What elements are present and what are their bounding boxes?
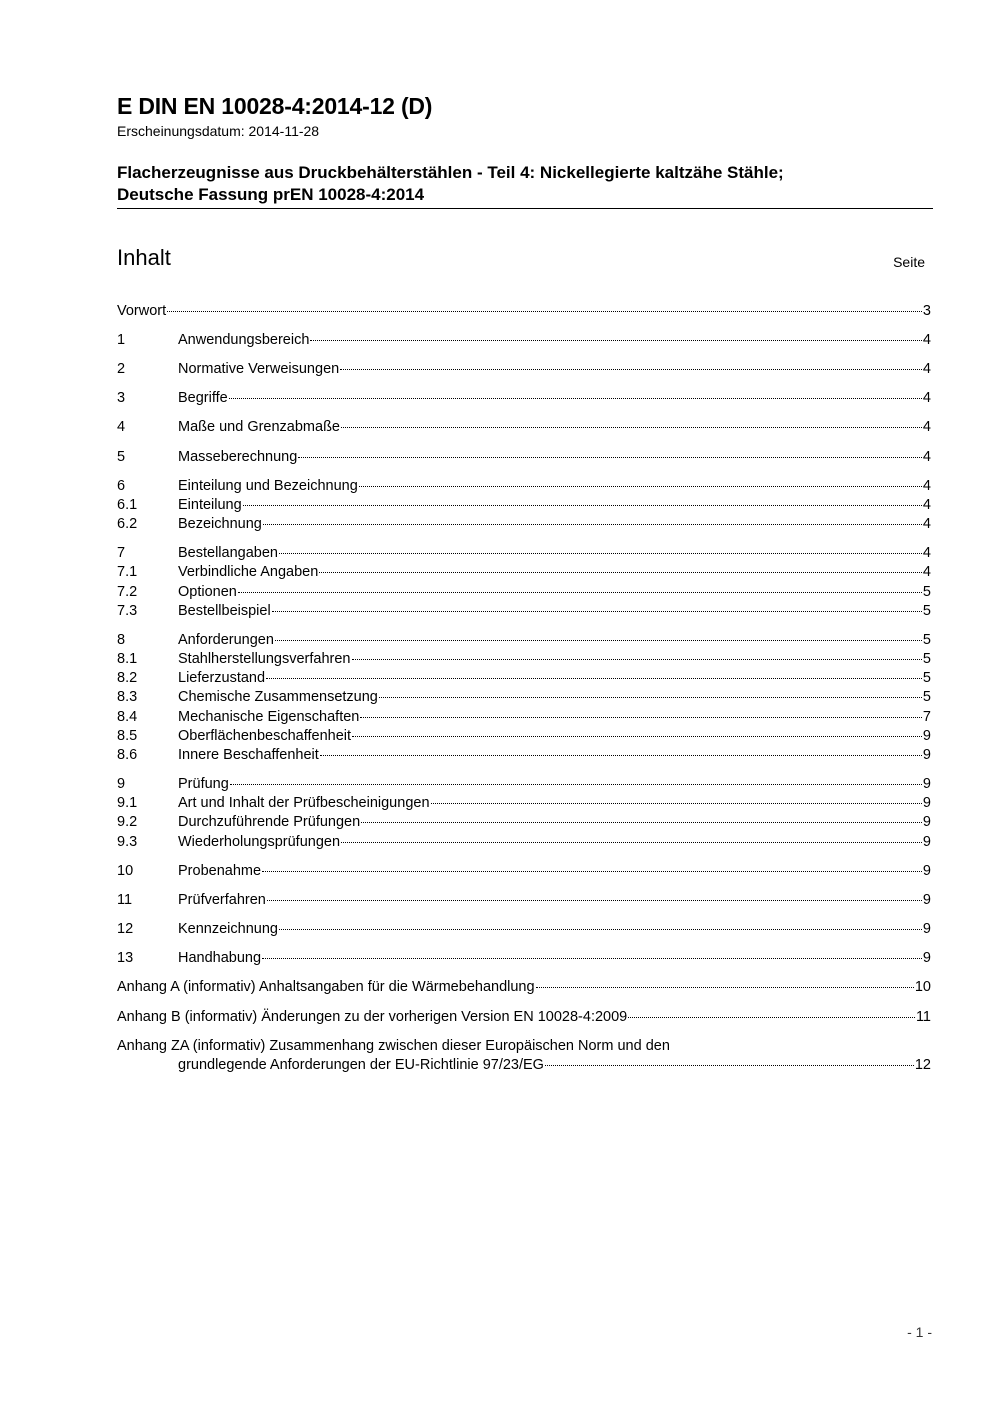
toc-entry-page: 4 [922, 545, 931, 561]
toc-leader-dots [361, 822, 922, 823]
toc-entry-title: Bezeichnung [178, 516, 262, 532]
toc-entry-page: 4 [922, 332, 931, 348]
toc-entry-title: Normative Verweisungen [178, 361, 340, 377]
toc-entry-page: 9 [922, 921, 931, 937]
toc-entry-title: Chemische Zusammensetzung [178, 689, 378, 705]
toc-entry[interactable] [117, 949, 931, 968]
toc-entry-title: Verbindliche Angaben [178, 564, 319, 580]
document-title-line-1: Flacherzeugnisse aus Druckbehälterstählen - Teil 4: Nickellegierte kaltzähe Stähle; [117, 163, 784, 182]
toc-entry-number: 11 [117, 892, 133, 908]
toc-annex-za-title-line-1[interactable]: Anhang ZA (informativ) Zusammenhang zwischen dieser Europäischen Norm und den [117, 1038, 670, 1054]
toc-entry[interactable] [117, 813, 931, 832]
toc-entry-title: Optionen [178, 584, 237, 600]
toc-entry-number: 6.1 [117, 497, 138, 513]
toc-leader-dots [279, 553, 922, 554]
page-number: - 1 - [907, 1324, 932, 1340]
toc-entry-number: 12 [117, 921, 134, 937]
toc-entry[interactable] [117, 794, 931, 813]
toc-entry-number: 6.2 [117, 516, 138, 532]
toc-entry-page: 4 [922, 516, 931, 532]
toc-entry-page: 7 [922, 709, 931, 725]
toc-leader-dots [320, 755, 922, 756]
toc-entry-number: 9.1 [117, 795, 138, 811]
toc-entry[interactable] [117, 650, 931, 669]
toc-entry-annex-b[interactable] [117, 1008, 931, 1027]
toc-entry-title: Wiederholungsprüfungen [178, 834, 341, 850]
toc-entry[interactable] [117, 389, 931, 408]
toc-leader-dots [266, 678, 922, 679]
toc-entry-page: 9 [922, 863, 931, 879]
toc-entry-title: Durchzuführende Prüfungen [178, 814, 361, 830]
toc-entry-number: 5 [117, 449, 126, 465]
toc-entry-number: 8.2 [117, 670, 138, 686]
toc-leader-dots [262, 958, 922, 959]
document-id: E DIN EN 10028-4:2014-12 (D) [117, 93, 433, 119]
toc-leader-dots [279, 929, 922, 930]
toc-entry[interactable] [117, 669, 931, 688]
toc-entry-page: 5 [922, 651, 931, 667]
toc-annex-title: Anhang A (informativ) Anhaltsangaben für die Wärmebehandlung [117, 979, 535, 995]
toc-entry-title: Bestellangaben [178, 545, 278, 561]
toc-leader-dots [545, 1065, 914, 1066]
toc-entry-title: Bestellbeispiel [178, 603, 271, 619]
toc-entry-annex-za[interactable] [117, 1056, 931, 1075]
toc-entry-page: 4 [922, 449, 931, 465]
toc-leader-dots [267, 900, 922, 901]
toc-entry[interactable] [117, 862, 931, 881]
toc-entry-title: Handhabung [178, 950, 262, 966]
toc-entry-page: 4 [922, 564, 931, 580]
toc-entry-title: Anwendungsbereich [178, 332, 310, 348]
toc-annex-title: grundlegende Anforderungen der EU-Richtlinie 97/23/EG [178, 1057, 544, 1073]
toc-leader-dots [310, 340, 922, 341]
toc-entry[interactable] [117, 891, 931, 910]
toc-entry-page: 4 [922, 478, 931, 494]
toc-entry-title: Stahlherstellungsverfahren [178, 651, 351, 667]
toc-entry-page: 10 [914, 979, 931, 995]
toc-entry-page: 4 [922, 419, 931, 435]
toc-entry-page: 4 [922, 390, 931, 406]
toc-entry-title: Maße und Grenzabmaße [178, 419, 340, 435]
toc-entry-number: 7 [117, 545, 126, 561]
toc-entry-number: 8.6 [117, 747, 138, 763]
toc-entry-number: 13 [117, 950, 134, 966]
toc-entry-title: Begriffe [178, 390, 228, 406]
toc-entry-number: 9.3 [117, 834, 138, 850]
toc-entry-page: 5 [922, 584, 931, 600]
toc-entry[interactable] [117, 448, 931, 467]
toc-leader-dots [275, 640, 922, 641]
toc-leader-dots [238, 592, 922, 593]
document-title [117, 162, 933, 209]
toc-entry-number: 9 [117, 776, 126, 792]
toc-entry[interactable] [117, 920, 931, 939]
toc-leader-dots [352, 659, 922, 660]
toc-entry-page: 5 [922, 632, 931, 648]
toc-entry[interactable] [117, 477, 931, 496]
toc-entry[interactable] [117, 331, 931, 350]
toc-entry-title: Oberflächenbeschaffenheit [178, 728, 352, 744]
toc-entry-page: 9 [922, 728, 931, 744]
toc-entry[interactable] [117, 544, 931, 563]
toc-entry[interactable] [117, 583, 931, 602]
toc-leader-dots [298, 457, 922, 458]
toc-entry-number: 6 [117, 478, 126, 494]
toc-leader-dots [263, 524, 922, 525]
toc-entry-number: 7.2 [117, 584, 138, 600]
toc-leader-dots [272, 611, 922, 612]
toc-entry-number: 7.3 [117, 603, 138, 619]
toc-entry-number: 8.3 [117, 689, 138, 705]
toc-page-column-label: Seite [893, 254, 925, 270]
toc-leader-dots [341, 427, 922, 428]
toc-entry-page: 9 [922, 814, 931, 830]
toc-entry-number: 4 [117, 419, 126, 435]
publication-date: Erscheinungsdatum: 2014-11-28 [117, 123, 320, 139]
toc-entry-page: 12 [914, 1057, 931, 1073]
toc-entry-page: 5 [922, 603, 931, 619]
toc-entry-title: Einteilung [178, 497, 242, 513]
toc-entry-title: Anforderungen [178, 632, 274, 648]
document-title-line-2: Deutsche Fassung prEN 10028-4:2014 [117, 185, 425, 204]
toc-leader-dots [359, 486, 922, 487]
toc-entry[interactable] [117, 496, 931, 515]
toc-leader-dots [230, 784, 922, 785]
toc-entry-page: 4 [922, 361, 931, 377]
toc-entry-page: 5 [922, 689, 931, 705]
toc-entry-title: Prüfung [178, 776, 229, 792]
toc-entry-number: 8.4 [117, 709, 138, 725]
toc-entry-page: 9 [922, 776, 931, 792]
toc-entry[interactable] [117, 746, 931, 765]
toc-entry[interactable] [117, 833, 931, 852]
toc-entry-title: Einteilung und Bezeichnung [178, 478, 358, 494]
toc-entry-page: 9 [922, 747, 931, 763]
toc-entry[interactable] [117, 727, 931, 746]
toc-leader-dots [340, 369, 922, 370]
toc-entry[interactable] [117, 631, 931, 650]
toc-leader-dots [229, 398, 922, 399]
toc-leader-dots [431, 803, 922, 804]
toc-entry-title: Vorwort [117, 303, 167, 319]
toc-entry[interactable] [117, 360, 931, 379]
toc-entry-number: 7.1 [117, 564, 138, 580]
toc-entry-page: 9 [922, 950, 931, 966]
toc-heading: Inhalt [117, 245, 171, 270]
toc-entry-number: 10 [117, 863, 134, 879]
toc-entry-page: 4 [922, 497, 931, 513]
toc-entry-page: 5 [922, 670, 931, 686]
toc-entry-title: Lieferzustand [178, 670, 266, 686]
toc-entry[interactable] [117, 602, 931, 621]
toc-leader-dots [360, 717, 922, 718]
toc-leader-dots [379, 697, 922, 698]
toc-leader-dots [341, 842, 922, 843]
toc-entry-number: 8 [117, 632, 126, 648]
toc-entry-annex-a[interactable] [117, 978, 931, 997]
toc-entry-title: Masseberechnung [178, 449, 298, 465]
toc-entry-number: 3 [117, 390, 126, 406]
toc-leader-dots [319, 572, 922, 573]
toc-leader-dots [536, 987, 914, 988]
toc-entry-title: Kennzeichnung [178, 921, 278, 937]
toc-entry[interactable] [117, 515, 931, 534]
toc-leader-dots [628, 1017, 915, 1018]
toc-entry[interactable] [117, 688, 931, 707]
toc-leader-dots [167, 311, 922, 312]
toc-entry-title: Innere Beschaffenheit [178, 747, 319, 763]
toc-entry-number: 2 [117, 361, 126, 377]
toc-entry-number: 8.5 [117, 728, 138, 744]
toc-leader-dots [352, 736, 922, 737]
toc-entry[interactable] [117, 418, 931, 437]
toc-entry-page: 3 [922, 303, 931, 319]
toc-entry-title: Art und Inhalt der Prüfbescheinigungen [178, 795, 430, 811]
toc-entry-title: Probenahme [178, 863, 262, 879]
toc-entry-page: 9 [922, 795, 931, 811]
toc-leader-dots [243, 505, 922, 506]
toc-entry-page: 11 [915, 1009, 931, 1025]
toc-entry-title: Prüfverfahren [178, 892, 266, 908]
toc-entry[interactable] [117, 775, 931, 794]
toc-entry-number: 1 [117, 332, 126, 348]
toc-entry-page: 9 [922, 892, 931, 908]
toc-entry[interactable] [117, 563, 931, 582]
toc-leader-dots [262, 871, 922, 872]
toc-entry[interactable] [117, 708, 931, 727]
toc-annex-title: Anhang B (informativ) Änderungen zu der vorherigen Version EN 10028-4:2009 [117, 1009, 628, 1025]
toc-entry-number: 8.1 [117, 651, 138, 667]
toc-entry-number: 9.2 [117, 814, 138, 830]
toc-entry-page: 9 [922, 834, 931, 850]
toc-entry-vorwort[interactable] [117, 302, 931, 321]
toc-entry-title: Mechanische Eigenschaften [178, 709, 360, 725]
